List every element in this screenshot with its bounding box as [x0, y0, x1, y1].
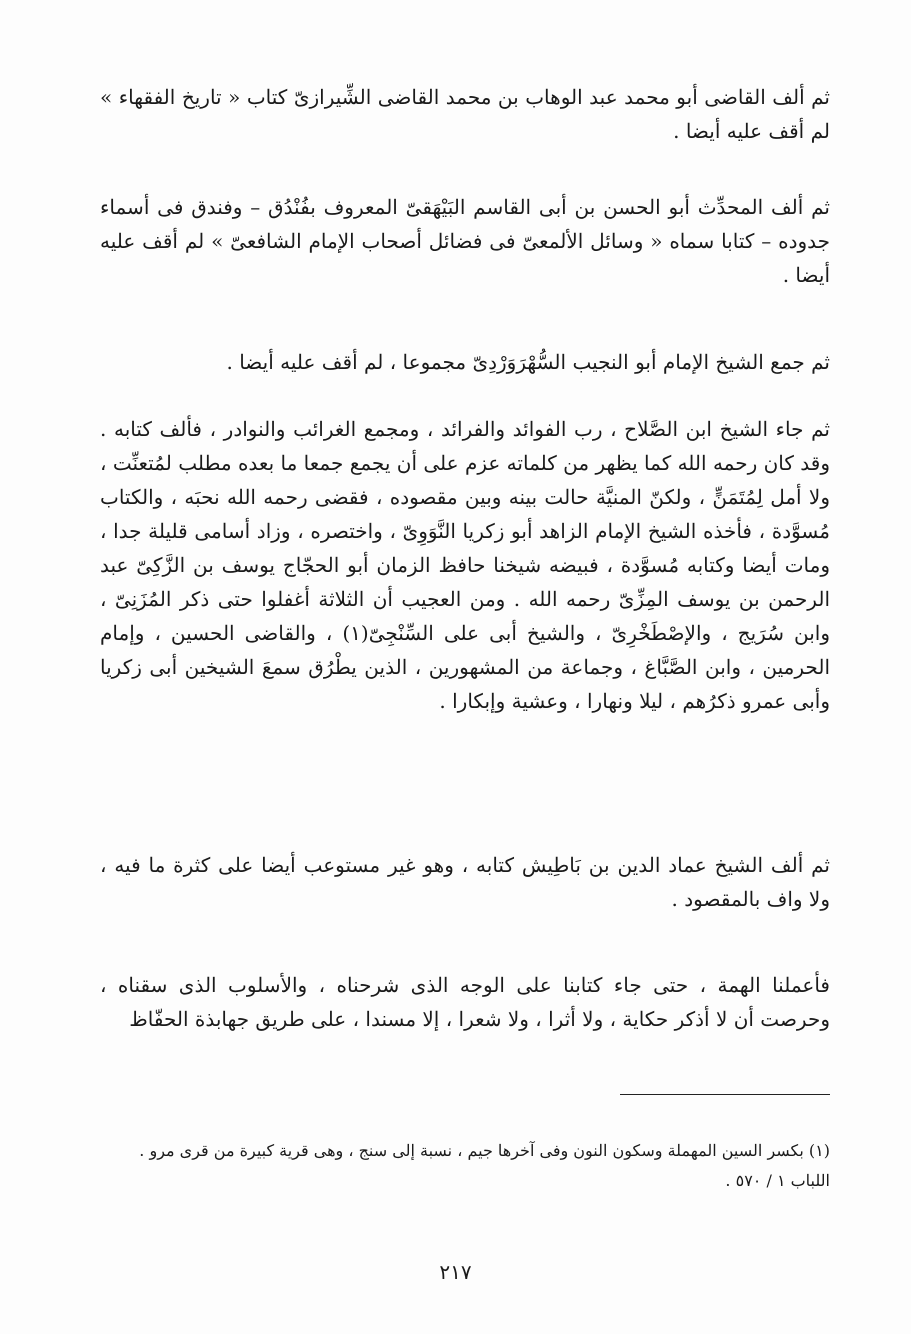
- paragraph-our-book: فأعملنا الهمة ، حتى جاء كتابنا على الوجه الذى شرحناه ، والأسلوب الذى سقناه ، وحرصت أن لا أذكر حكاية ، ولا أثرا ، ولا شعرا ، إلا مسندا ، على طريق جهابذة الحفّاظ: [100, 973, 830, 1031]
- page-number: ٢١٧: [439, 1260, 472, 1284]
- footnote-divider: [620, 1094, 830, 1095]
- paragraph-bayhaqi: ثم ألف المحدِّث أبو الحسن بن أبى القاسم البَيْهَقىّ المعروف بفُنْدُق – وفندق فى أسماء جدوده – كتابا سماه « وسائل الألمعىّ فى فضائل أصحاب الإمام الشافعىّ » لم أقف عليه أيضا .: [100, 195, 830, 287]
- paragraph-tarikh-al-fuqaha: ثم ألف القاضى أبو محمد عبد الوهاب بن محمد القاضى الشِّيرازىّ كتاب « تاريخ الفقهاء » لم أقف عليه أيضا .: [100, 85, 830, 143]
- footnote-text: (١) بكسر السين المهملة وسكون النون وفى آخرها جيم ، نسبة إلى سنج ، وهى قرية كبيرة من قرى مرو . اللباب ١ / ٥٧٠ .: [139, 1141, 830, 1190]
- paragraph-suhrawardi: ثم جمع الشيخ الإمام أبو النجيب السُّهْرَوَرْدِىّ مجموعا ، لم أقف عليه أيضا .: [226, 350, 830, 374]
- paragraph-ibn-batish: ثم ألف الشيخ عماد الدين بن بَاطِيش كتابه ، وهو غير مستوعب أيضا على كثرة ما فيه ، ولا واف بالمقصود .: [100, 853, 830, 911]
- paragraph-ibn-al-salah: ثم جاء الشيخ ابن الصَّلاح ، رب الفوائد والفرائد ، ومجمع الغرائب والنوادر ، فألف كتابه . وقد كان رحمه الله كما يظهر من كلماته عزم على أن يجمع جمعا ما بعده مطلب لمُتعنِّت ، ولا أمل لِمُتَمَنٍّ ، ولكنّ المنيَّة حالت بينه وبين مقصوده ، فقضى رحمه الله نحبَه ، والكتاب مُسوَّدة ، فأخذه الشيخ الإمام الزاهد أبو زكريا النَّوَوِىّ ، واختصره ، وزاد أسامى قليلة جدا ، ومات أيضا وكتابه مُسوَّدة ، فبيضه شيخنا حافظ الزمان أبو الحجّاج يوسف بن الزَّكِىّ عبد الرحمن بن يوسف المِزِّىّ رحمه الله . ومن العجيب أن الثلاثة أغفلوا حتى ذكر المُزَنِىّ ، وابن سُرَيج ، والإصْطَخْرِىّ ، والشيخ أبى على السِّنْجِىّ(١) ، والقاضى الحسين ، وإمام الحرمين ، وابن الصَّبَّاغ ، وجماعة من المشهورين ، الذين يطْرُق سمعَ الشيخين أبى زكريا وأبى عمرو ذكرُهم ، ليلا ونهارا ، وعشية وإبكارا .: [100, 417, 830, 713]
